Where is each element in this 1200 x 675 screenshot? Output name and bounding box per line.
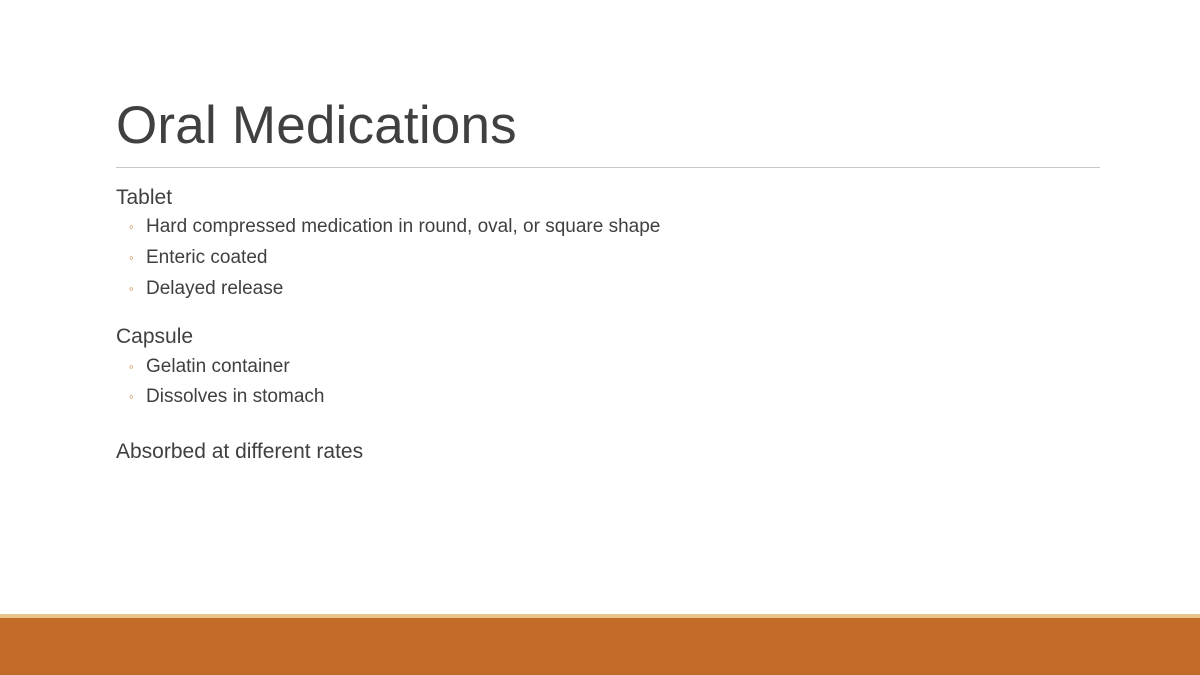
list-item [116,214,1100,240]
list-item-label: Delayed release [146,277,284,299]
section-heading-tablet: Tablet [116,186,173,209]
list-item-label: Dissolves in stomach [146,386,325,408]
list-item-label: Gelatin container [146,355,290,377]
list-item-label: Hard compressed medication in round, oval, or square shape [146,216,661,238]
list-item [116,354,1100,380]
list-item [116,276,1100,302]
list-item [116,245,1100,271]
closing-line: Absorbed at different rates [116,439,364,463]
title-divider [116,167,1100,168]
bullet-icon: ◦ [129,249,134,265]
bullet-icon: ◦ [129,358,134,374]
list-item-label: Enteric coated [146,246,268,268]
bullet-icon: ◦ [129,280,134,296]
slide-body [116,184,1100,468]
title-block [116,96,1100,168]
list-item [116,384,1100,410]
bullet-icon: ◦ [129,389,134,405]
footer-band [0,618,1200,675]
bullet-icon: ◦ [129,219,134,235]
section-heading-capsule: Capsule [116,325,194,349]
page-title: Oral Medications [116,96,517,155]
